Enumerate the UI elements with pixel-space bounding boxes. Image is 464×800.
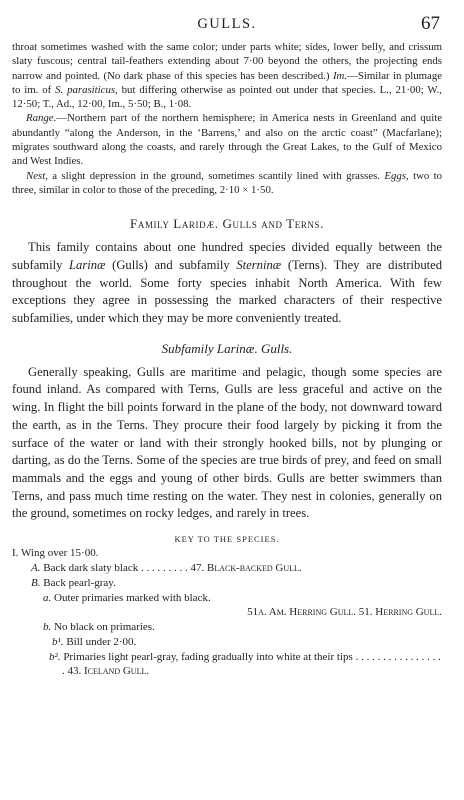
subfamily-paragraph: Generally speaking, Gulls are maritime and pelagic, though some species are found inland. As compared with Terns, Gulls are less graceful and active on the wing. In flight the bill points forward in the plane of the body, not downward toward the earth, as in the Terns. They procure their food largely by picking it from the surface of the water or land with their strongly hooked bills, not by plunging or darting, as do the Terns. Some of the species are true birds of prey, and feed on small mammals and the eggs and young of other birds. Gulls are better swimmers than Terns, and pass much time resting on the water. They nest in colonies, generally on the ground, sometimes on rocky ledges, and rarely in trees.	[12, 364, 442, 521]
range-paragraph	[12, 111, 442, 168]
nest-label: Nest,	[26, 169, 48, 182]
key-line-herring-refs	[12, 605, 442, 620]
key-title: KEY TO THE SPECIES.	[174, 534, 280, 545]
key-line-back-black	[12, 561, 442, 576]
key-text: Wing over 15·00.	[20, 547, 99, 560]
subfamily-heading: Subfamily Larinæ. Gulls.	[161, 340, 293, 356]
key-mark: I.	[12, 547, 19, 560]
nest-paragraph	[12, 169, 442, 198]
species-key	[12, 546, 442, 679]
key-leader: . . . . . . . . .	[140, 561, 188, 574]
key-mark: a.	[43, 591, 52, 604]
subfamily-section	[12, 364, 442, 523]
key-species-ref: 43. Iceland Gull.	[67, 665, 150, 678]
range-label: Range.	[26, 112, 57, 125]
key-mark: b¹.	[52, 635, 64, 648]
key-mark: A.	[31, 561, 41, 574]
key-line-iceland	[12, 650, 442, 680]
eggs-label: Eggs,	[384, 169, 409, 182]
running-head: GULLS.	[197, 16, 257, 32]
immature-text-b: but differing otherwise as pointed out under that species. L., 21·00; W., 12·50; T., Ad., 12·00, Im., 5·50; B., 1·08.	[12, 83, 442, 111]
key-line-no-black	[12, 620, 442, 635]
plumage-paragraph	[12, 40, 442, 111]
family-heading: Family Laridæ. Gulls and Terns.	[130, 216, 324, 232]
immature-species-ref: S. parasiticus,	[55, 83, 118, 96]
sterninae-term: Sterninæ	[236, 257, 282, 272]
page-header	[12, 10, 442, 40]
key-text: Back dark slaty black	[43, 561, 139, 574]
immature-label: Im.	[332, 69, 348, 82]
eggs-text: two to three, similar in color to those of the preceding, 2·10 × 1·50.	[12, 169, 443, 196]
key-line-bill-under	[12, 635, 442, 650]
key-text: Outer primaries marked with black.	[54, 591, 211, 604]
key-mark: B.	[31, 576, 41, 589]
key-text: Primaries light pearl-gray, fading gradually into white at their tips	[63, 650, 353, 663]
key-leader: . . . . . . . . . . . . . . . . .	[62, 650, 441, 678]
key-mark: b².	[49, 650, 61, 663]
family-text-c: (Terns). They are distributed throughout the world. Some forty species inhabit North America. With few exceptions they agree in possessing the marked characters of their respective subfamilies, under which they may be more conveniently treated.	[12, 257, 443, 326]
range-text: —Northern part of the northern hemisphere; in America nests in Greenland and quite abundantly “along the Anderson, in the ‘Barrens,’ and also on the arctic coast” (Macfarlane); migrates southward along the coasts, and rarely through the Great Lakes, to the Gulf of Mexico and West Indies.	[12, 112, 442, 168]
key-species-ref: 51a. Am. Herring Gull. 51. Herring Gull.	[247, 606, 442, 619]
family-section	[12, 239, 442, 328]
plumage-text: throat sometimes washed with the same color; under parts white; sides, lower belly, and crissum slaty fuscous; central tail-feathers extending about 7·00 beyond the others, the projecting ends narrow and pointed. (No dark phase of this species has been described.)	[12, 41, 442, 82]
family-paragraph	[12, 239, 442, 328]
key-text: No black on primaries.	[54, 621, 155, 634]
key-text: Back pearl-gray.	[43, 576, 116, 589]
family-text-b: (Gulls) and subfamily	[112, 257, 230, 272]
nest-text: a slight depression in the ground, sometimes scantily lined with grasses.	[52, 169, 381, 182]
species-description-continued	[12, 40, 442, 197]
immature-text-a: —Similar in plumage to im. of	[12, 69, 443, 96]
key-line-outer-primaries	[12, 591, 442, 606]
family-text-a: This family contains about one hundred species divided equally between the subfamily	[12, 240, 442, 272]
key-line-back-gray	[12, 576, 442, 591]
page-number: 67	[421, 13, 440, 34]
larinae-term: Larinæ	[69, 257, 106, 272]
key-mark: b.	[43, 621, 52, 634]
key-line-wing	[12, 546, 442, 561]
key-text: Bill under 2·00.	[66, 635, 137, 648]
key-species-ref: 47. Black-backed Gull.	[190, 561, 302, 574]
